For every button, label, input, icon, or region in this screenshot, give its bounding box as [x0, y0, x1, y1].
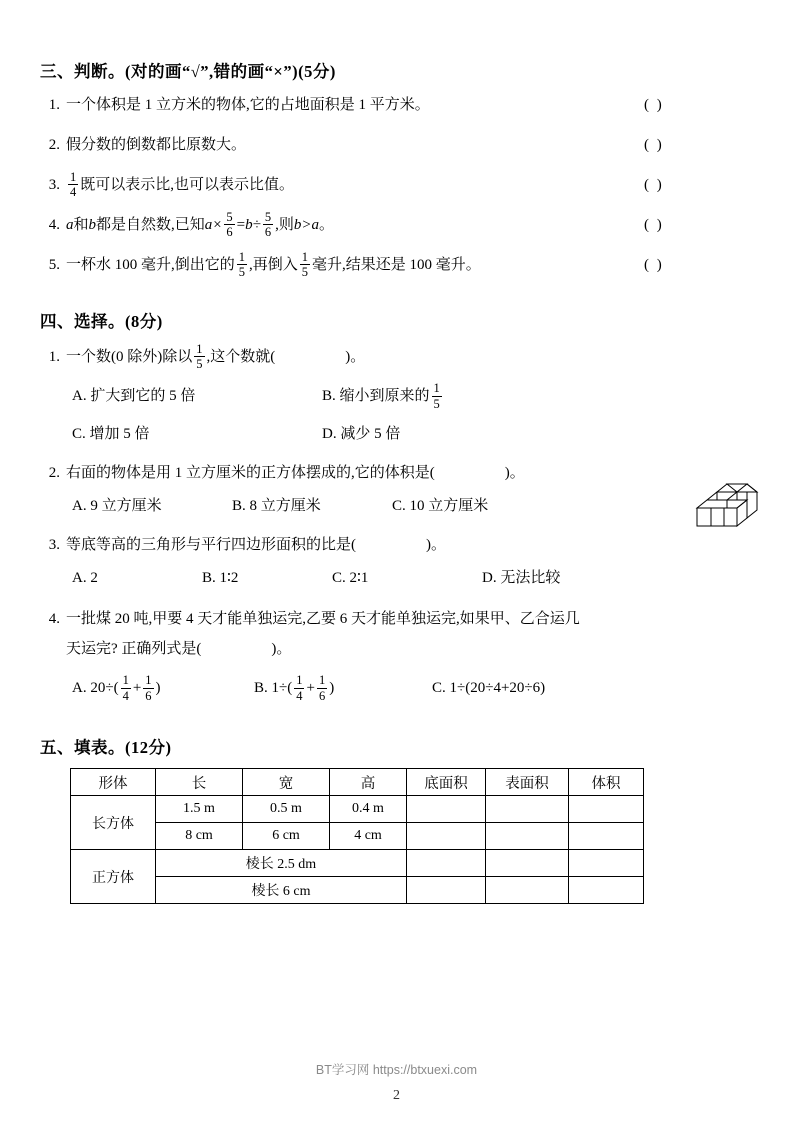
cell-base-area[interactable] — [407, 823, 486, 850]
fraction — [317, 673, 327, 703]
fraction — [294, 673, 304, 703]
section-3-heading: 三、判断。(对的画“√”,错的画“×”)(5分) — [40, 62, 336, 81]
choice-1-options-row-2 — [40, 418, 740, 450]
option-b-label: B. 1÷( — [254, 680, 293, 697]
item-text-then: ,则 — [275, 217, 294, 233]
measurements-table — [70, 768, 644, 904]
fraction-numerator: 1 — [238, 249, 246, 264]
cell-base-area[interactable] — [407, 796, 486, 823]
item-number: 4. — [48, 611, 60, 628]
choice-item-1 — [40, 342, 740, 372]
fraction-denominator: 6 — [264, 225, 272, 240]
header-surface-area: 表面积 — [486, 769, 569, 796]
option-b[interactable]: B. 1∶2 — [202, 570, 239, 587]
fraction-numerator: 5 — [226, 209, 233, 224]
fraction-numerator: 5 — [264, 209, 272, 224]
section-multiple-choice — [40, 308, 740, 704]
fraction-numerator: 1 — [318, 673, 326, 688]
fraction-numerator: 1 — [122, 673, 129, 688]
fraction-denominator: 4 — [122, 688, 129, 703]
fraction-numerator: 1 — [296, 673, 303, 688]
fraction-numerator: 1 — [433, 381, 440, 396]
choice-item-3 — [40, 530, 740, 560]
fraction — [432, 381, 442, 411]
option-b-label: B. 缩小到原来的 — [322, 388, 430, 405]
plus-sign: + — [306, 680, 315, 697]
equals-sign: = — [236, 217, 246, 233]
close-paren: ) — [329, 680, 335, 697]
var-a: a — [66, 217, 74, 233]
item-number: 1. — [48, 349, 60, 365]
choice-item-2 — [40, 458, 740, 488]
expr-right: b÷ — [245, 217, 261, 233]
cell-volume[interactable] — [569, 823, 644, 850]
item-text-tail: 既可以表示比,也可以表示比值。 — [80, 177, 295, 193]
cube-stack-icon — [683, 482, 775, 534]
fraction-denominator: 4 — [296, 688, 303, 703]
option-d[interactable]: D. 无法比较 — [482, 570, 561, 587]
fraction-denominator: 6 — [226, 225, 233, 240]
close-paren: ) — [155, 680, 161, 697]
item-number: 5. — [48, 257, 60, 273]
item-text-part2: ,这个数就( — [206, 349, 276, 365]
answer-parenthesis[interactable]: ( ) — [644, 217, 664, 233]
header-shape: 形体 — [71, 769, 156, 796]
fraction — [143, 673, 153, 703]
judgement-item-4 — [40, 208, 740, 242]
fraction-numerator: 1 — [196, 341, 203, 356]
cell-volume[interactable] — [569, 877, 644, 904]
fraction — [121, 673, 131, 703]
item-text-part1: 一杯水 100 毫升,倒出它的 — [66, 257, 235, 273]
option-c[interactable]: C. 2∶1 — [332, 570, 369, 587]
answer-parenthesis[interactable]: ( ) — [644, 257, 664, 273]
fraction-denominator: 5 — [196, 357, 203, 372]
plus-sign: + — [132, 680, 142, 697]
cell-base-area[interactable] — [407, 877, 486, 904]
cell-volume[interactable] — [569, 850, 644, 877]
period: 。 — [319, 217, 335, 233]
item-number: 3. — [48, 537, 60, 554]
cell-shape-cube: 正方体 — [71, 850, 156, 904]
page-number: 2 — [393, 1088, 400, 1103]
answer-parenthesis[interactable]: ( ) — [644, 177, 664, 193]
inequality: b>a — [293, 217, 319, 233]
table-row — [71, 823, 644, 850]
item-text — [66, 168, 638, 202]
option-a-label: A. 20÷( — [72, 680, 119, 697]
table-row — [71, 877, 644, 904]
answer-parenthesis[interactable]: ( ) — [644, 97, 664, 113]
header-volume: 体积 — [569, 769, 644, 796]
option-b[interactable]: B. 8 立方厘米 — [232, 498, 321, 515]
answer-parenthesis[interactable]: ( ) — [644, 137, 664, 153]
page-content — [40, 58, 740, 908]
choice-4-options — [40, 672, 740, 704]
header-height: 高 — [330, 769, 407, 796]
fraction — [300, 250, 310, 280]
item-text-line2-end: )。 — [271, 641, 292, 658]
choice-1-options-row-1 — [40, 380, 740, 412]
fraction — [237, 250, 247, 280]
table-row — [71, 796, 644, 823]
conjunction: 和 — [73, 217, 89, 233]
item-text — [66, 248, 638, 282]
fraction — [224, 210, 234, 240]
item-text — [66, 342, 740, 372]
item-text-part3: )。 — [345, 349, 366, 365]
var-b: b — [88, 217, 97, 233]
cell-base-area[interactable] — [407, 850, 486, 877]
item-text — [66, 208, 638, 242]
cell-height: 4 cm — [330, 823, 407, 850]
option-c[interactable]: C. 1÷(20÷4+20÷6) — [432, 680, 546, 697]
item-text-line1: 一批煤 20 吨,甲要 4 天才能单独运完,乙要 6 天才能单独运完,如果甲、乙合运几 — [66, 611, 580, 628]
item-text: 一个体积是 1 立方米的物体,它的占地面积是 1 平方米。 — [66, 97, 430, 113]
fraction-denominator: 5 — [238, 265, 246, 280]
item-text — [66, 530, 740, 560]
option-a[interactable] — [72, 672, 254, 704]
item-text-mid: 都是自然数,已知 — [96, 217, 205, 233]
fraction-denominator: 6 — [145, 688, 152, 703]
item-text — [66, 458, 740, 488]
cube-stack-figure — [683, 482, 775, 534]
item-number: 2. — [48, 465, 60, 482]
header-width: 宽 — [243, 769, 330, 796]
fraction-numerator: 1 — [70, 169, 77, 184]
item-number: 1. — [48, 97, 60, 113]
fraction-numerator: 1 — [301, 249, 309, 264]
fraction-denominator: 5 — [301, 265, 309, 280]
cell-surface-area[interactable] — [486, 823, 569, 850]
table-row — [71, 850, 644, 877]
item-text-line2: 天运完? 正确列式是( — [66, 641, 202, 658]
cell-width: 6 cm — [243, 823, 330, 850]
item-text-part2: )。 — [426, 537, 446, 554]
fraction-denominator: 6 — [318, 688, 326, 703]
judgement-item-5 — [40, 248, 740, 282]
cell-edge-length: 棱长 6 cm — [156, 877, 407, 904]
item-text — [66, 604, 740, 634]
judgement-list — [40, 88, 740, 282]
option-c[interactable]: C. 10 立方厘米 — [392, 498, 489, 515]
cell-volume[interactable] — [569, 796, 644, 823]
item-text-part1: 等底等高的三角形与平行四边形面积的比是( — [66, 537, 356, 554]
expr-left: a× — [204, 217, 223, 233]
item-text-part1: 一个数(0 除外)除以 — [66, 349, 193, 365]
fraction-denominator: 4 — [70, 185, 77, 200]
fraction — [263, 210, 273, 240]
option-a[interactable]: A. 2 — [72, 570, 98, 587]
section-4-heading: 四、选择。(8分) — [40, 312, 163, 331]
cell-surface-area[interactable] — [486, 796, 569, 823]
option-a[interactable]: A. 9 立方厘米 — [72, 498, 162, 515]
section-5-heading: 五、填表。(12分) — [40, 738, 172, 758]
item-number: 4. — [48, 217, 60, 233]
cell-surface-area[interactable] — [486, 850, 569, 877]
cell-length: 1.5 m — [156, 796, 243, 823]
item-text-part1: 右面的物体是用 1 立方厘米的正方体摆成的,它的体积是( — [66, 465, 435, 482]
fraction — [194, 342, 204, 372]
judgement-item-3 — [40, 168, 740, 202]
item-text: 假分数的倒数都比原数大。 — [66, 137, 247, 153]
option-a[interactable]: A. 扩大到它的 5 倍 — [72, 388, 196, 405]
option-b[interactable] — [322, 380, 444, 412]
fraction-denominator: 5 — [433, 396, 440, 411]
choice-2-options — [40, 490, 740, 522]
item-text-part2: ,再倒入 — [249, 257, 298, 273]
option-d[interactable]: D. 减少 5 倍 — [322, 426, 401, 443]
item-text-part2: )。 — [504, 465, 525, 482]
judgement-item-1 — [40, 88, 740, 122]
item-number: 3. — [48, 177, 60, 193]
choice-item-4 — [40, 604, 740, 634]
section-fill-table — [40, 734, 740, 904]
judgement-item-2 — [40, 128, 740, 162]
cell-length: 8 cm — [156, 823, 243, 850]
option-b[interactable] — [254, 672, 432, 704]
choice-item-4-line2 — [40, 634, 740, 664]
fraction — [68, 170, 78, 200]
cell-width: 0.5 m — [243, 796, 330, 823]
header-length: 长 — [156, 769, 243, 796]
table-header-row — [71, 769, 644, 796]
fraction-numerator: 1 — [145, 673, 152, 688]
header-base-area: 底面积 — [407, 769, 486, 796]
section-judgement — [40, 58, 740, 282]
cell-height: 0.4 m — [330, 796, 407, 823]
footer-watermark: BT学习网 https://btxuexi.com — [315, 1063, 478, 1077]
item-number: 2. — [48, 137, 60, 153]
option-c[interactable]: C. 增加 5 倍 — [72, 426, 150, 443]
cell-surface-area[interactable] — [486, 877, 569, 904]
item-text-part3: 毫升,结果还是 100 毫升。 — [312, 257, 481, 273]
cell-shape-cuboid: 长方体 — [71, 796, 156, 850]
item-text — [66, 634, 740, 664]
choice-3-options — [40, 562, 740, 594]
cell-edge-length: 棱长 2.5 dm — [156, 850, 407, 877]
